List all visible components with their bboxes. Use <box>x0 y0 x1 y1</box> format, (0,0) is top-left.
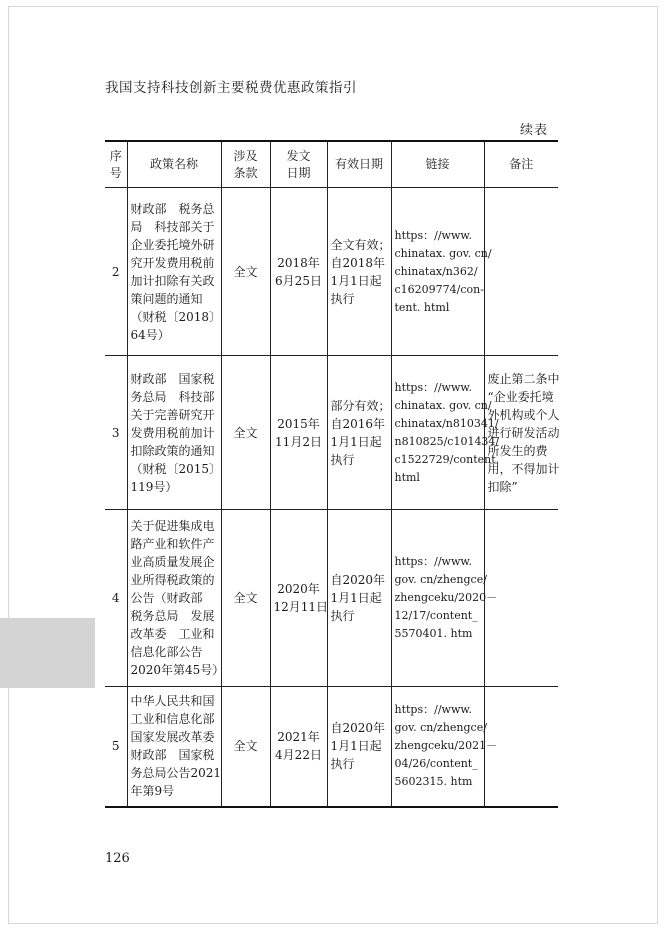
header-effective-date <box>327 141 391 188</box>
cell-line: 5602315. htm <box>394 775 473 789</box>
cell-line: 改革委 工业和 <box>130 627 215 641</box>
seq-cell: 5 <box>105 687 127 807</box>
cell-line: 业高质量发展企 <box>130 555 215 569</box>
cell-line: 119号） <box>130 479 178 494</box>
header-issue-date <box>270 141 327 188</box>
issue-date-cell <box>270 188 327 356</box>
link-cell <box>391 188 492 356</box>
cell-line: https：//www. <box>394 380 472 394</box>
cell-line: 工业和信息化部 <box>130 712 215 727</box>
cell-line: 扣除” <box>487 479 518 494</box>
cell-line: 自2020年 <box>330 573 386 587</box>
cell-line: 企业委托境外研 <box>130 237 215 252</box>
cell-line: chinatax. gov. cn/ <box>394 246 492 260</box>
cell-line: tent. html <box>394 300 450 314</box>
note-cell <box>484 188 558 356</box>
cell-line: 有效日期 <box>334 157 383 171</box>
effective-date-cell <box>327 510 391 687</box>
cell-line: 序 <box>109 148 122 163</box>
clause-cell: 全文 <box>221 687 270 807</box>
note-cell <box>484 356 558 510</box>
cell-line: 11月2日 <box>275 434 322 449</box>
cell-line: 路产业和软件产 <box>130 537 215 551</box>
cell-line: 04/26/content_ <box>394 757 478 771</box>
policy-table <box>105 140 558 808</box>
chapter-tab <box>0 618 95 688</box>
cell-line: 所发生的费 <box>487 443 548 458</box>
cell-line: 自2016年 <box>330 416 386 431</box>
cell-line: 条款 <box>233 165 258 180</box>
cell-line: 1月1日起 <box>330 591 382 605</box>
cell-line: 4月22日 <box>275 748 322 763</box>
cell-line: gov. cn/zhengce/ <box>394 721 487 735</box>
cell-line: （财税〔2015〕 <box>130 461 222 476</box>
header-clause <box>221 141 270 188</box>
cell-line: 务总局公告2021 <box>130 766 222 781</box>
link-cell <box>391 510 498 687</box>
cell-line: html <box>394 470 420 484</box>
header-link <box>391 141 484 188</box>
cell-line: 加计扣除有关政 <box>130 273 215 288</box>
table-row <box>105 188 558 356</box>
link-cell <box>391 687 498 807</box>
cell-line: 关于促进集成电 <box>130 519 215 533</box>
cell-line: 2020年 <box>277 582 320 596</box>
cell-line: 关于完善研究开 <box>130 407 215 422</box>
effective-date-cell <box>327 356 391 510</box>
cell-line: 自2018年 <box>330 255 386 270</box>
cell-line: 部分有效； <box>330 398 391 413</box>
seq-cell: 4 <box>105 510 127 687</box>
policy-name-cell <box>127 510 225 687</box>
cell-line: 政策名称 <box>149 157 198 171</box>
cell-line: 财政部 税务总 <box>130 201 215 216</box>
cell-line: 1月1日起 <box>330 434 382 449</box>
cell-line: 自2020年 <box>330 721 386 736</box>
cell-line: 执行 <box>330 609 355 623</box>
cell-line: 财政部 国家税 <box>130 371 215 386</box>
policy-name-cell <box>127 188 221 356</box>
policy-name-cell <box>127 356 221 510</box>
cell-line: 年第9号 <box>130 784 175 799</box>
cell-line: 发文 <box>286 148 311 163</box>
effective-date-cell <box>327 687 391 807</box>
cell-line: 12/17/content_ <box>394 609 478 622</box>
cell-line: c1522729/content. <box>394 452 500 466</box>
cell-line: 涉及 <box>233 148 258 163</box>
clause-cell: 全文 <box>221 510 270 687</box>
running-title: 我国支持科技创新主要税费优惠政策指引 <box>105 80 357 96</box>
cell-line: 12月11日 <box>273 600 329 614</box>
cell-line: zhengceku/2020－ <box>394 591 498 604</box>
cell-line: 信息化部公告 <box>130 645 203 659</box>
cell-line: 日期 <box>286 165 311 180</box>
continued-label: 续表 <box>520 123 549 138</box>
cell-line: 局 科技部关于 <box>130 219 215 234</box>
cell-line: n810825/c101434/ <box>394 434 500 448</box>
seq-cell: 3 <box>105 356 127 510</box>
cell-line: 5570401. htm <box>394 627 473 640</box>
cell-line: 税务总局 发展 <box>130 609 215 623</box>
cell-line: chinatax/n362/ <box>394 264 478 278</box>
cell-line: 外机构或个人 <box>487 407 560 422</box>
cell-line: chinatax. gov. cn/ <box>394 398 492 412</box>
cell-line: 中华人民共和国 <box>130 694 215 709</box>
cell-line: https：//www. <box>394 228 472 242</box>
cell-line: 链接 <box>425 157 450 171</box>
cell-line: chinatax/n810341/ <box>394 416 499 430</box>
table-row <box>105 687 558 807</box>
cell-line: gov. cn/zhengce/ <box>394 573 487 586</box>
cell-line: 备注 <box>509 157 534 171</box>
cell-line: 扣除政策的通知 <box>130 443 215 458</box>
seq-cell: 2 <box>105 188 127 356</box>
cell-line: “企业委托境 <box>487 389 554 404</box>
effective-date-cell <box>327 188 391 356</box>
issue-date-cell <box>270 510 327 687</box>
cell-line: 用，不得加计 <box>487 461 560 476</box>
clause-cell: 全文 <box>221 356 270 510</box>
cell-line: https：//www. <box>394 555 472 568</box>
cell-line: 64号） <box>130 327 170 342</box>
cell-line: 业所得税政策的 <box>130 573 215 587</box>
clause-cell: 全文 <box>221 188 270 356</box>
cell-line: 策问题的通知 <box>130 291 203 306</box>
cell-line: 2018年 <box>277 255 320 270</box>
cell-line: 1月1日起 <box>330 739 382 754</box>
header-seq <box>105 141 127 188</box>
header-policy-name <box>127 141 221 188</box>
cell-line: https：//www. <box>394 703 472 717</box>
cell-line: 财政部 国家税 <box>130 748 215 763</box>
cell-line: 6月25日 <box>275 273 322 288</box>
cell-line: 公告（财政部 <box>130 591 203 605</box>
table-header-row <box>105 141 558 188</box>
cell-line: 1月1日起 <box>330 273 382 288</box>
table-row <box>105 510 558 687</box>
cell-line: 务总局 科技部 <box>130 389 215 404</box>
header-note <box>484 141 558 188</box>
cell-line: 执行 <box>330 291 355 306</box>
cell-line: 2020年第45号） <box>130 663 225 677</box>
cell-line: （财税〔2018〕 <box>130 309 222 324</box>
cell-line: 执行 <box>330 452 355 467</box>
issue-date-cell <box>270 687 327 807</box>
cell-line: 究开发费用税前 <box>130 255 215 270</box>
cell-line: 2021年 <box>277 730 320 745</box>
issue-date-cell <box>270 356 327 510</box>
cell-line: 2015年 <box>277 416 320 431</box>
cell-line: zhengceku/2021－ <box>394 739 498 753</box>
policy-name-cell <box>127 687 221 807</box>
table-row <box>105 356 558 510</box>
cell-line: 全文有效； <box>330 237 391 252</box>
cell-line: c16209774/con- <box>394 282 484 296</box>
cell-line: 进行研发活动 <box>487 425 560 440</box>
cell-line: 号 <box>109 165 122 180</box>
link-cell <box>391 356 500 510</box>
cell-line: 发费用税前加计 <box>130 425 215 440</box>
cell-line: 国家发展改革委 <box>130 730 215 745</box>
page-number: 126 <box>105 851 130 866</box>
cell-line: 执行 <box>330 757 355 772</box>
cell-line: 废止第二条中 <box>487 371 560 386</box>
